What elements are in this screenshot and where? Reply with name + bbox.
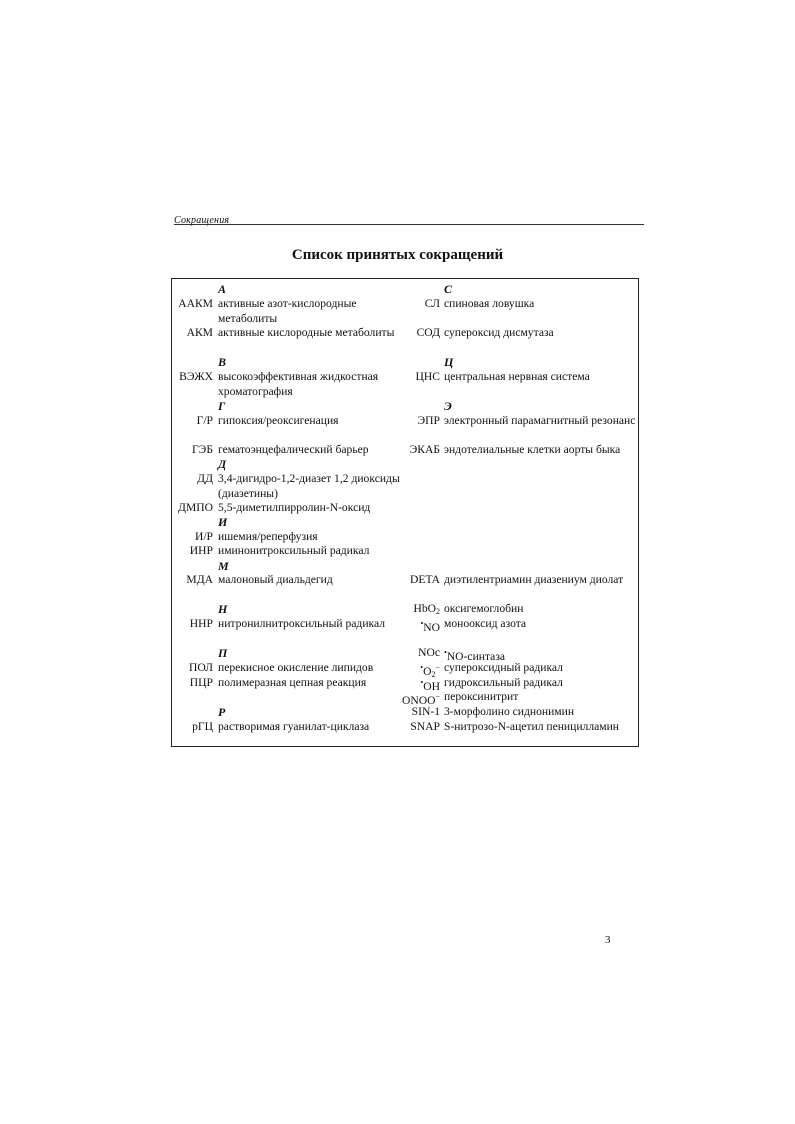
definition: пероксинитрит [444, 690, 519, 703]
definition: монооксид азота [444, 617, 527, 630]
running-head-label: Сокращения [174, 215, 230, 226]
abbreviation: ПОЛ [188, 661, 213, 674]
definition: перекисное окисление липидов [218, 661, 374, 674]
abbreviations-table [171, 278, 639, 747]
definition: полимеразная цепная реакция [218, 676, 367, 689]
abbreviation: ЭКАБ [409, 443, 440, 456]
section-letter: Э [444, 399, 452, 413]
definition: центральная нервная система [444, 370, 590, 383]
abbreviation: АКМ [186, 326, 213, 339]
definition: ишемия/реперфузия [218, 530, 318, 543]
definition: оксигемоглобин [444, 602, 524, 615]
abbreviation: рГЦ [192, 720, 213, 733]
section-letter: С [444, 282, 453, 296]
abbreviation: SNAP [410, 720, 440, 733]
section-letter: П [218, 646, 228, 660]
abbreviation: NOc [418, 646, 440, 659]
page-title: Список принятых сокращений [291, 247, 504, 263]
definition: 3-морфолино сиднонимин [444, 705, 575, 718]
abbreviation: ААКМ [178, 297, 213, 310]
section-letter: М [218, 559, 229, 573]
abbreviation: И/Р [194, 530, 213, 543]
section-letter: Ц [444, 355, 454, 369]
abbreviation: ГЭБ [191, 443, 213, 456]
definition: S-нитрозо-N-ацетил пеницилламин [444, 720, 620, 733]
running-head [174, 215, 644, 227]
formula-main: OH [423, 680, 440, 693]
definition: гематоэнцефалический барьер [218, 443, 369, 456]
section-letter: В [218, 355, 227, 369]
definition: спиновая ловушка [444, 297, 535, 310]
formula-charge: − [435, 663, 440, 672]
abbreviation: СОД [416, 326, 440, 339]
definition: эндотелиальные клетки аорты быка [444, 443, 621, 456]
abbreviation: ВЭЖХ [179, 370, 213, 383]
definition: электронный парамагнитный резонанс [444, 414, 636, 427]
abbreviation: ДД [197, 472, 213, 485]
formula-subscript: 2 [436, 607, 440, 616]
definition: активные азот-кислородные метаболиты [218, 297, 357, 325]
abbreviation [420, 617, 440, 636]
formula-main: ONOO [401, 694, 436, 707]
definition: нитронилнитроксильный радикал [218, 617, 386, 630]
abbreviation: ПЦР [189, 676, 213, 689]
formula-main: HbO [413, 602, 436, 615]
abbreviation: ННР [189, 617, 213, 630]
section-letter: А [218, 282, 227, 296]
abbreviation: ЭПР [417, 414, 440, 427]
formula-subscript: 2 [431, 670, 436, 679]
definition: иминонитроксильный радикал [218, 544, 370, 557]
radical-dot: • [420, 619, 424, 628]
definition: активные кислородные метаболиты [218, 326, 395, 339]
definition: высокоэффективная жидкостная хроматография [218, 370, 379, 398]
abbreviation: DETA [410, 573, 440, 586]
abbreviation: ИНР [189, 544, 213, 557]
definition: супероксидный радикал [444, 661, 563, 674]
formula-main: NO [423, 621, 440, 634]
section-letter: Н [218, 602, 228, 616]
radical-dot: • [420, 663, 424, 672]
abbreviation: SIN-1 [411, 705, 440, 718]
page-number: 3 [605, 934, 611, 946]
radical-dot: • [444, 648, 447, 657]
section-letter: Г [218, 399, 226, 413]
section-letter: Р [218, 705, 226, 719]
radical-dot: • [420, 678, 424, 687]
abbreviation: Г/Р [196, 414, 213, 427]
abbreviation: ДМПО [178, 501, 213, 514]
definition: малоновый диальдегид [218, 573, 333, 586]
definition: супероксид дисмутаза [444, 326, 554, 339]
definition: 3,4-дигидро-1,2-диазет 1,2 диоксиды (диазетины) [218, 472, 400, 500]
definition: 5,5-диметилпирролин-N-оксид [218, 501, 371, 514]
formula-charge: − [435, 692, 440, 701]
abbreviation: ЦНС [415, 370, 440, 383]
formula-main: O [423, 665, 432, 678]
abbreviation: МДА [186, 573, 213, 586]
definition: гипоксия/реоксигенация [218, 414, 339, 427]
section-letter: Д [218, 457, 227, 471]
definition-text: NO-синтаза [446, 650, 506, 663]
definition: диэтилентриамин диазениум диолат [444, 573, 624, 586]
abbreviation: СЛ [424, 297, 440, 310]
definition: растворимая гуанилат-циклаза [218, 720, 370, 733]
header-rule [174, 224, 644, 225]
section-letter: И [218, 515, 228, 529]
definition: гидроксильный радикал [444, 676, 563, 689]
